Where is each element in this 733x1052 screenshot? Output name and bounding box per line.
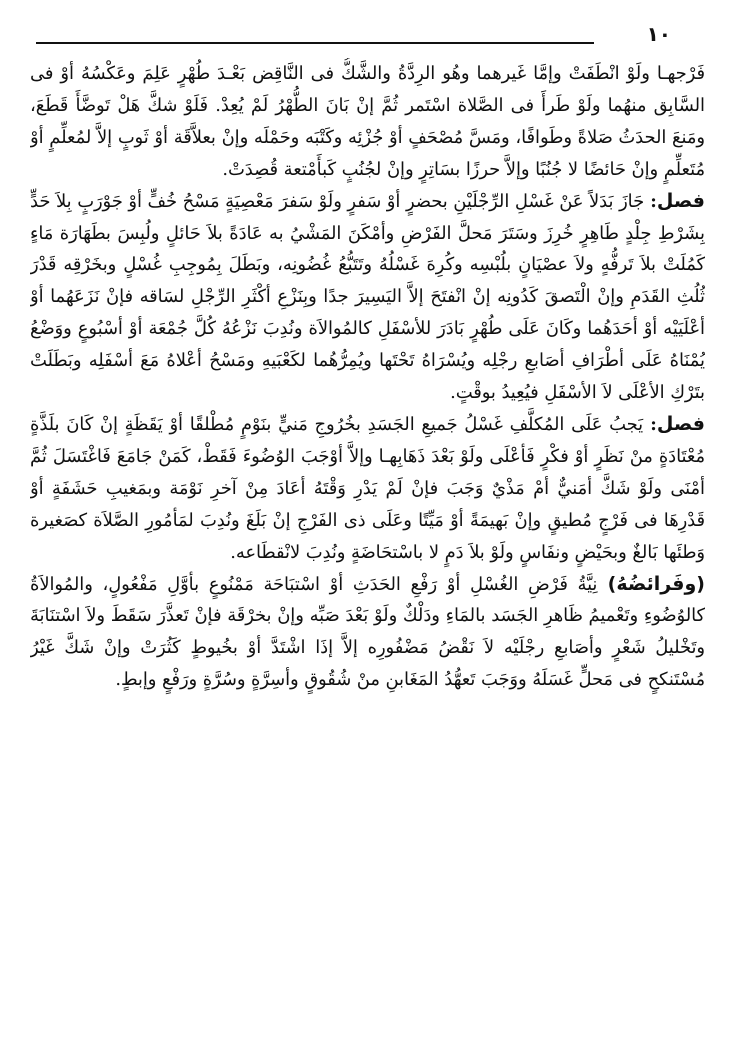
paragraph-3: فصل: يَجبُ عَلَى المُكلَّفِ غَسْلُ جَميعِ الجَسَدِ بخُرُوجِ مَنيٍّ بنَوْمٍ مُطْلقًا أوْ يَقَظَةٍ إنْ كَانَ بلَذَّةٍ مُعْتَادَةٍ منْ نَظَرٍ أوْ فكْرٍ فَأعْلَى ولَوْ بَعْدَ ذَهَابِهـا وإلاَّ أوْجَبَ الوُضُوءَ فَقَطْ، كَمَنْ جَامَعَ فَاغْتَسَلَ ثُمَّ أمْنَى ولَوْ شَكَّ أمَنيٌّ أمْ مَذْيٌ وَجَبَ فإنْ لَمْ يَدْرِ وَقْتَهُ أعَادَ مِنْ آخرِ نَوْمَة وبمَغيبِ حَشَفَةٍ أوْ قَدْرِهَا فى فَرْجٍ مُطيقٍ وإنْ بَهيمَةً أوْ مَيِّتًا وعَلَى ذى الفَرْجِ إنْ بَلَغَ ونُدِبَ لمَأمُورِ الصَّلاَة كصَغيرة وَطئَها بَالغٌ وبحَيْضٍ ونفَاسٍ ولَوْ بلاَ دَمٍ لا باسْتحَاضَةٍ ونُدِبَ لانْقطَاعه. xyxy=(30,412,705,563)
paragraph-text: يَجبُ عَلَى المُكلَّفِ غَسْلُ جَميعِ الجَسَدِ بخُرُوجِ مَنيٍّ بنَوْمٍ مُطْلقًا أوْ يَقَظَةٍ إنْ كَانَ بلَذَّةٍ مُعْتَادَةٍ منْ نَظَرٍ أوْ فكْرٍ فَأعْلَى ولَوْ بَعْدَ ذَهَابِهـا وإلاَّ أوْجَبَ الوُضُوءَ فَقَطْ، كَمَنْ جَامَعَ فَاغْتَسَلَ ثُمَّ أمْنَى ولَوْ شَكَّ أمَنيٌّ أمْ مَذْيٌ وَجَبَ فإنْ لَمْ يَدْرِ وَقْتَهُ أعَادَ مِنْ آخرِ نَوْمَة وبمَغيبِ حَشَفَةٍ أوْ قَدْرِهَا فى فَرْجٍ مُطيقٍ وإنْ بَهيمَةً أوْ مَيِّتًا وعَلَى ذى الفَرْجِ إنْ بَلَغَ ونُدِبَ لمَأمُورِ الصَّلاَة كصَغيرة وَطئَها بَالغٌ وبحَيْضٍ ونفَاسٍ ولَوْ بلاَ دَمٍ لا باسْتحَاضَةٍ ونُدِبَ لانْقطَاعه. xyxy=(30,413,705,563)
paragraph-text: جَازَ بَدَلاً عَنْ غَسْلِ الرِّجْلَيْنِ بحضرٍ أوْ سَفرٍ ولَوْ سَفرَ مَعْصِيَةٍ مَسْحُ خُفٍّ أوْ جَوْرَبٍ بِلاَ حَدٍّ بِشَرْطِ جِلْدٍ طَاهِرٍ خُرِزَ وسَتَرَ مَحلَّ الفَرْضِ وأمْكَنَ المَشْيُ به عَادَةً بلاَ حَائلٍ ولُبِسَ بطَهَارَة مَاءٍ كَمُلَتْ بلاَ تَرفُّهٍ ولاَ عصْيَانٍ بلُبْسِه وكُرِهَ غَسْلُهُ وتَتَبُّعُ غُضُونِه، وبَطَلَ بِمُوجِبِ غُسْلٍ وبخَرْقِه قَدْرَ ثُلُثِ القَدَمِ وإنْ الْتَصقَ كَدُونِه إنْ انْفتَحَ إلاَّ اليَسِيرَ جدًا وبِنَزْعِ أكْثَرِ الرِّجْلِ لسَاقه فإنْ نَزَعَهُما أوْ أعْلَيَيْه أوْ أحَدَهُما وكَانَ عَلَى طُهْرٍ بَادَرَ للأسْفَلِ كالمُوالاَة ونُدِبَ نَزْعُهُ كُلَّ جُمْعَة أوْ أسْبُوعٍ ووَضْعُ يُمْنَاهُ عَلَى أطْرَافِ أصَابعِ رجْلِه ويُسْرَاهُ تَحْتَها ويُمِرُّهُما لكَعْبَيهِ ومَسْحُ أعْلاهُ مَعَ أسْفَلِه وبَطَلَتْ بتَرْكِ الأعْلَى لاَ الأسْفَلِ فيُعِيدُ بوقْتٍ. xyxy=(30,190,705,404)
paragraph-text: فَرْجهـا ولَوْ انْطَفَتْ وإمَّا غَيرهما وهُو الرِدَّةُ والشَّكُّ فى النَّاقِض بَعْـدَ طُهْرٍ عَلِمَ وعَكْسُهُ أوْ فى السَّابِق منهُما ولَوْ طَرأَ فى الصَّلاة اسْتَمر ثُمَّ إنْ بَانَ الطُّهْرُ لَمْ يُعِدْ. فَلَوْ شكَّ هَلْ تَوضَّأَ قَطَعَ، ومَنعَ الحدَثُ صَلاةً وطَوافًا، ومَسَّ مُصْحَفٍ أوْ جُزْئِه وكَتْبَه وحَمْلَه وإنْ بعلاَّقَة أوْ ثَوبٍ إلاَّ لمُعلِّمٍ أوْ مُتَعلِّمٍ وإنْ حَائضًا لا جُنُبًا وإلاَّ حرزًا بسَاتِرٍ وإنْ لجُنُبٍ كَبأَمْتعة قُصِدَتْ. xyxy=(30,63,705,180)
page-number: ١٠ xyxy=(646,22,671,46)
section-label-faraid: (وفَرائضُهُ) xyxy=(607,572,705,595)
main-text xyxy=(30,58,705,1043)
header-rule xyxy=(36,42,594,44)
section-label-fasl: فصل xyxy=(656,189,705,212)
paragraph-4 xyxy=(30,569,705,697)
paragraph-2: فصل: جَازَ بَدَلاً عَنْ غَسْلِ الرِّجْلَيْنِ بحضرٍ أوْ سَفرٍ ولَوْ سَفرَ مَعْصِيَةٍ مَسْحُ خُفٍّ أوْ جَوْرَبٍ بِلاَ حَدٍّ بِشَرْطِ جِلْدٍ طَاهِرٍ خُرِزَ وسَتَرَ مَحلَّ الفَرْضِ وأمْكَنَ المَشْيُ به عَادَةً بلاَ حَائلٍ ولُبِسَ بطَهَارَة مَاءٍ كَمُلَتْ بلاَ تَرفُّهٍ ولاَ عصْيَانٍ بلُبْسِه وكُرِهَ غَسْلُهُ وتَتَبُّعُ غُضُونِه، وبَطَلَ بِمُوجِبِ غُسْلٍ وبخَرْقِه قَدْرَ ثُلُثِ القَدَمِ وإنْ الْتَصقَ كَدُونِه إنْ انْفتَحَ إلاَّ اليَسِيرَ جدًا وبِنَزْعِ أكْثَرِ الرِّجْلِ لسَاقه فإنْ نَزَعَهُما أوْ أعْلَيَيْه أوْ أحَدَهُما وكَانَ عَلَى طُهْرٍ بَادَرَ للأسْفَلِ كالمُوالاَة ونُدِبَ نَزْعُهُ كُلَّ جُمْعَة أوْ أسْبُوعٍ ووَضْعُ يُمْنَاهُ عَلَى أطْرَافِ أصَابعِ رجْلِه ويُسْرَاهُ تَحْتَها ويُمِرُّهُما لكَعْبَيهِ ومَسْحُ أعْلاهُ مَعَ أسْفَلِه وبَطَلَتْ بتَرْكِ الأعْلَى لاَ الأسْفَلِ فيُعِيدُ بوقْتٍ. xyxy=(30,189,705,404)
section-label-fasl: فصل xyxy=(656,412,705,435)
paragraph-1 xyxy=(30,58,705,186)
paragraph-text: نِيَّةُ فَرْضِ الغُسْلِ أوْ رَفْعِ الحَدَثِ أوْ اسْتبَاحَة مَمْنُوعٍ بأوَّلِ مَفْعُولٍ، والمُوالاَةُ كالوُضُوءِ وتَعْميمُ ظَاهرِ الجَسَد بالمَاءِ ودَلْكٌ ولَوْ بَعْدَ صَبِّه وإنْ بخرْقَة فإنْ تَعذَّرَ سَقَطَ ولاَ اسْتنَابَةَ وتَخْليلُ شَعْرٍ وأصَابعِ رجْلَيْه لاَ نَقْضُ مَضْفُورِه إلاَّ إذَا اشْتَدَّ أوْ بخُيوطٍ كَثُرَتْ وإنْ شَكَّ غَيْرُ مُسْتَنكحٍ فى مَحلٍّ غَسَلَهُ ووَجَبَ تَعهُّدُ المَغَابنِ منْ شُقُوقٍ وأسِرَّةٍ وسُرَّةٍ ورَفْعٍ وإبطٍ. xyxy=(30,573,705,691)
